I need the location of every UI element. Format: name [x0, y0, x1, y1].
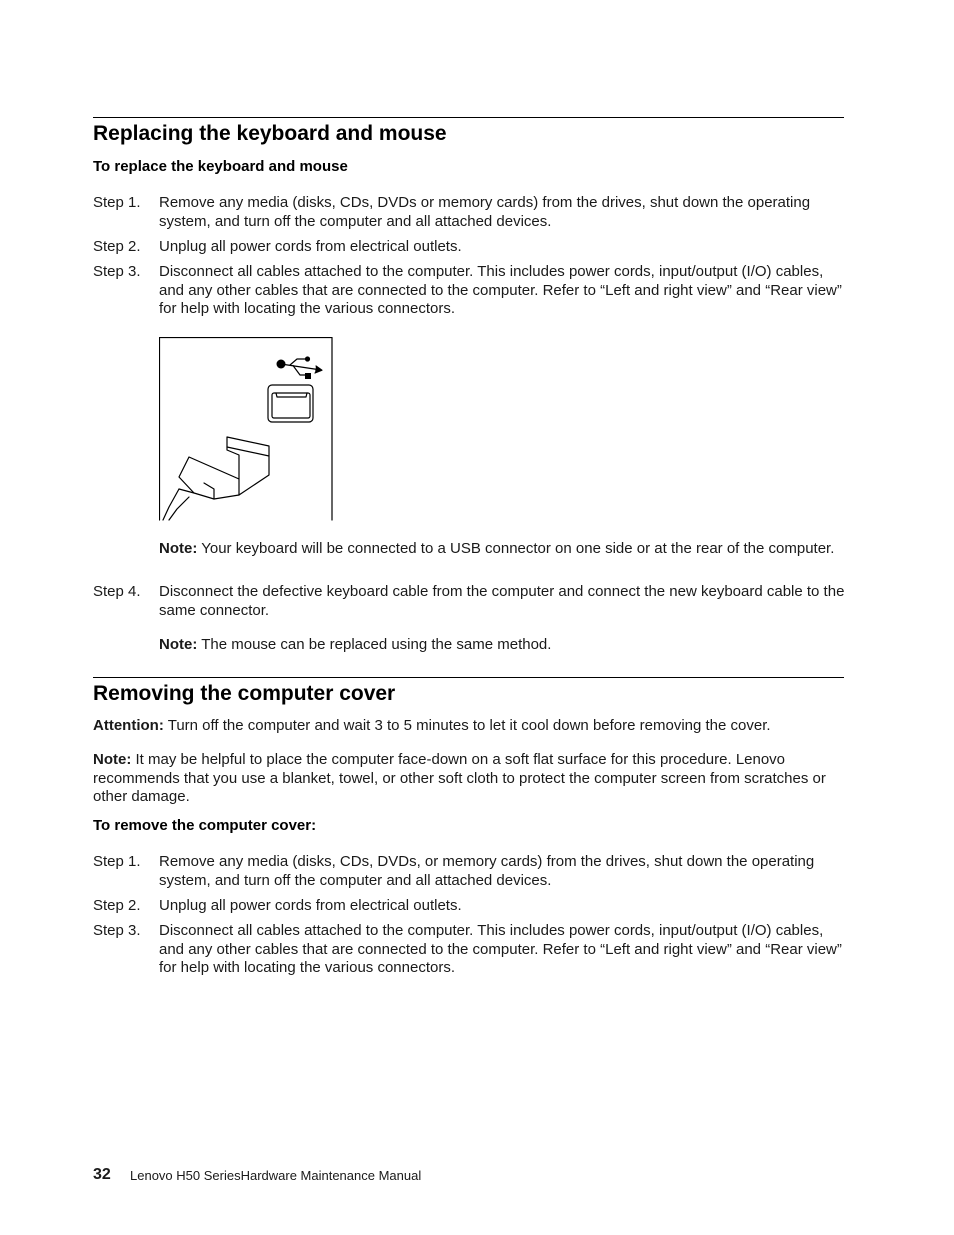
note-body: Your keyboard will be connected to a USB connector on one side or at the rear of the computer. — [197, 540, 835, 557]
step-text: Unplug all power cords from electrical outlets. — [159, 897, 462, 914]
note-label: Note: — [93, 751, 132, 768]
step-label: Step 4. — [93, 583, 141, 600]
attention-body: Turn off the computer and wait 3 to 5 minutes to let it cool down before removing the cover. — [163, 717, 771, 734]
section-divider — [93, 677, 844, 678]
step-label: Step 1. — [93, 853, 141, 870]
step-label: Step 2. — [93, 238, 141, 255]
step-label: Step 2. — [93, 897, 141, 914]
note-label: Note: — [159, 540, 198, 557]
procedure-heading: To replace the keyboard and mouse — [93, 158, 348, 175]
note-body: The mouse can be replaced using the same method. — [197, 636, 552, 653]
step-text: Disconnect all cables attached to the computer. This includes power cords, input/output (I/O) cables, and any other cables that are connected to the computer. Refer to “Left and right view” and “Rear view” for help with locating the various connectors. — [159, 263, 842, 317]
note-paragraph — [93, 751, 849, 807]
usb-connector-illustration — [159, 337, 334, 521]
step-label: Step 3. — [93, 922, 141, 939]
section-title-computer-cover: Removing the computer cover — [93, 682, 396, 705]
step-text: Unplug all power cords from electrical outlets. — [159, 238, 462, 255]
note-mouse — [159, 636, 847, 655]
attention-paragraph — [93, 717, 849, 736]
note-label: Note: — [159, 636, 198, 653]
step-label: Step 3. — [93, 263, 141, 280]
note-usb-connector — [159, 540, 847, 559]
note-body: It may be helpful to place the computer face-down on a soft flat surface for this procedure. Lenovo recommends that you use a blanket, towel, or other soft cloth to protect the computer screen from scratches or other damage. — [93, 751, 826, 805]
step-text: Remove any media (disks, CDs, DVDs, or memory cards) from the drives, shut down the operating system, and turn off the computer and all attached devices. — [159, 853, 815, 889]
section-divider — [93, 117, 844, 118]
attention-label: Attention: — [93, 717, 164, 734]
page-number: 32 — [93, 1166, 111, 1183]
footer-title: Lenovo H50 SeriesHardware Maintenance Manual — [130, 1168, 422, 1183]
procedure-heading: To remove the computer cover: — [93, 817, 317, 834]
usb-icon — [281, 359, 322, 375]
step-text: Disconnect all cables attached to the computer. This includes power cords, input/output (I/O) cables, and any other cables that are connected to the computer. Refer to “Left and right view” and “Rear view” for help with locating the various connectors. — [159, 922, 842, 976]
step-text: Remove any media (disks, CDs, DVDs or memory cards) from the drives, shut down the operating system, and turn off the computer and all attached devices. — [159, 194, 811, 230]
step-label: Step 1. — [93, 194, 141, 211]
section-title-keyboard-mouse: Replacing the keyboard and mouse — [93, 122, 447, 145]
step-text: Disconnect the defective keyboard cable from the computer and connect the new keyboard cable to the same connector. — [159, 583, 845, 619]
